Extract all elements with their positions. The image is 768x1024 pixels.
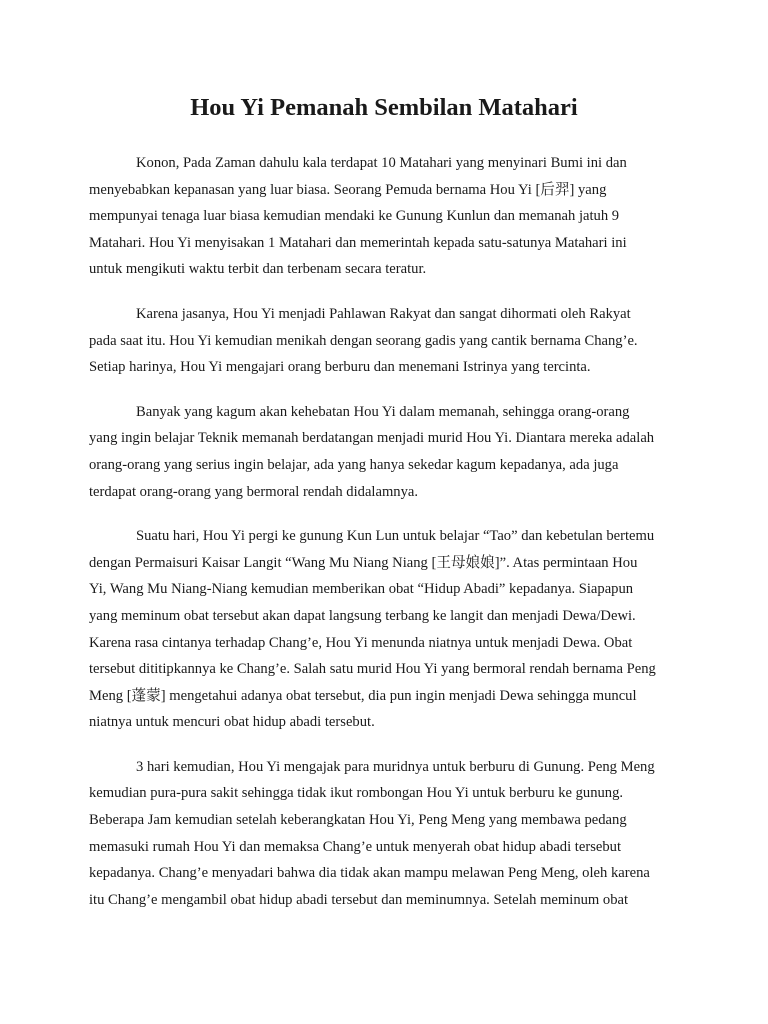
- text-line: dengan Permaisuri Kaisar Langit “Wang Mu Niang Niang [王母娘娘]”. Atas permintaan Hou: [89, 554, 638, 571]
- paragraph-5: [89, 754, 681, 914]
- text-line: yang ingin belajar Teknik memanah berdatangan menjadi murid Hou Yi. Diantara mereka adalah: [89, 430, 655, 447]
- paragraph-1: [89, 150, 681, 283]
- text-line: kemudian pura-pura sakit sehingga tidak ikut rombongan Hou Yi untuk berburu ke gunung.: [89, 785, 624, 802]
- text-line: kepadanya. Chang’e menyadari bahwa dia tidak akan mampu melawan Peng Meng, oleh karena: [89, 865, 650, 882]
- text-line: orang-orang yang serius ingin belajar, ada yang hanya sekedar kagum kepadanya, ada juga: [89, 456, 619, 473]
- text-line: Meng [蓬蒙] mengetahui adanya obat tersebut, dia pun ingin menjadi Dewa sehingga muncul: [89, 687, 637, 704]
- text-line: Karena rasa cintanya terhadap Chang’e, Hou Yi menunda niatnya untuk menjadi Dewa. Obat: [89, 634, 633, 651]
- text-line: Matahari. Hou Yi menyisakan 1 Matahari dan memerintah kepada satu-satunya Matahari ini: [89, 234, 627, 251]
- text-line: Banyak yang kagum akan kehebatan Hou Yi dalam memanah, sehingga orang-orang: [136, 403, 630, 420]
- text-line: yang meminum obat tersebut akan dapat langsung terbang ke langit dan menjadi Dewa/Dewi.: [89, 607, 636, 624]
- text-line: memasuki rumah Hou Yi dan memaksa Chang’e untuk menyerah obat hidup abadi tersebut: [89, 838, 621, 855]
- text-line: 3 hari kemudian, Hou Yi mengajak para muridnya untuk berburu di Gunung. Peng Meng: [136, 758, 655, 775]
- text-line: Beberapa Jam kemudian setelah keberangkatan Hou Yi, Peng Meng yang membawa pedang: [89, 812, 627, 829]
- document-body: [89, 150, 681, 931]
- paragraph-2: [89, 301, 681, 381]
- text-line: Yi, Wang Mu Niang-Niang kemudian memberikan obat “Hidup Abadi” kepadanya. Siapapun: [89, 581, 634, 598]
- text-line: Setiap harinya, Hou Yi mengajari orang berburu dan menemani Istrinya yang tercinta.: [89, 359, 591, 376]
- text-line: untuk mengikuti waktu terbit dan terbenam secara teratur.: [89, 261, 427, 278]
- text-line: pada saat itu. Hou Yi kemudian menikah dengan seorang gadis yang cantik bernama Chang’e.: [89, 332, 638, 349]
- text-line: mempunyai tenaga luar biasa kemudian mendaki ke Gunung Kunlun dan memanah jatuh 9: [89, 208, 620, 225]
- text-line: itu Chang’e mengambil obat hidup abadi tersebut dan meminumnya. Setelah meminum obat: [89, 891, 629, 908]
- text-line: Konon, Pada Zaman dahulu kala terdapat 10 Matahari yang menyinari Bumi ini dan: [136, 155, 627, 171]
- text-line: terdapat orang-orang yang bermoral rendah didalamnya.: [89, 483, 419, 500]
- text-line: niatnya untuk mencuri obat hidup abadi tersebut.: [89, 714, 375, 731]
- text-line: tersebut dititipkannya ke Chang’e. Salah satu murid Hou Yi yang bermoral rendah bernama Peng: [89, 661, 656, 678]
- paragraph-4: [89, 523, 681, 736]
- text-line: Karena jasanya, Hou Yi menjadi Pahlawan Rakyat dan sangat dihormati oleh Rakyat: [136, 305, 631, 322]
- text-line: menyebabkan kepanasan yang luar biasa. Seorang Pemuda bernama Hou Yi [后羿] yang: [89, 181, 607, 198]
- text-line: Suatu hari, Hou Yi pergi ke gunung Kun Lun untuk belajar “Tao” dan kebetulan bertemu: [136, 528, 655, 545]
- document-title: Hou Yi Pemanah Sembilan Matahari: [190, 94, 578, 121]
- paragraph-3: [89, 399, 681, 505]
